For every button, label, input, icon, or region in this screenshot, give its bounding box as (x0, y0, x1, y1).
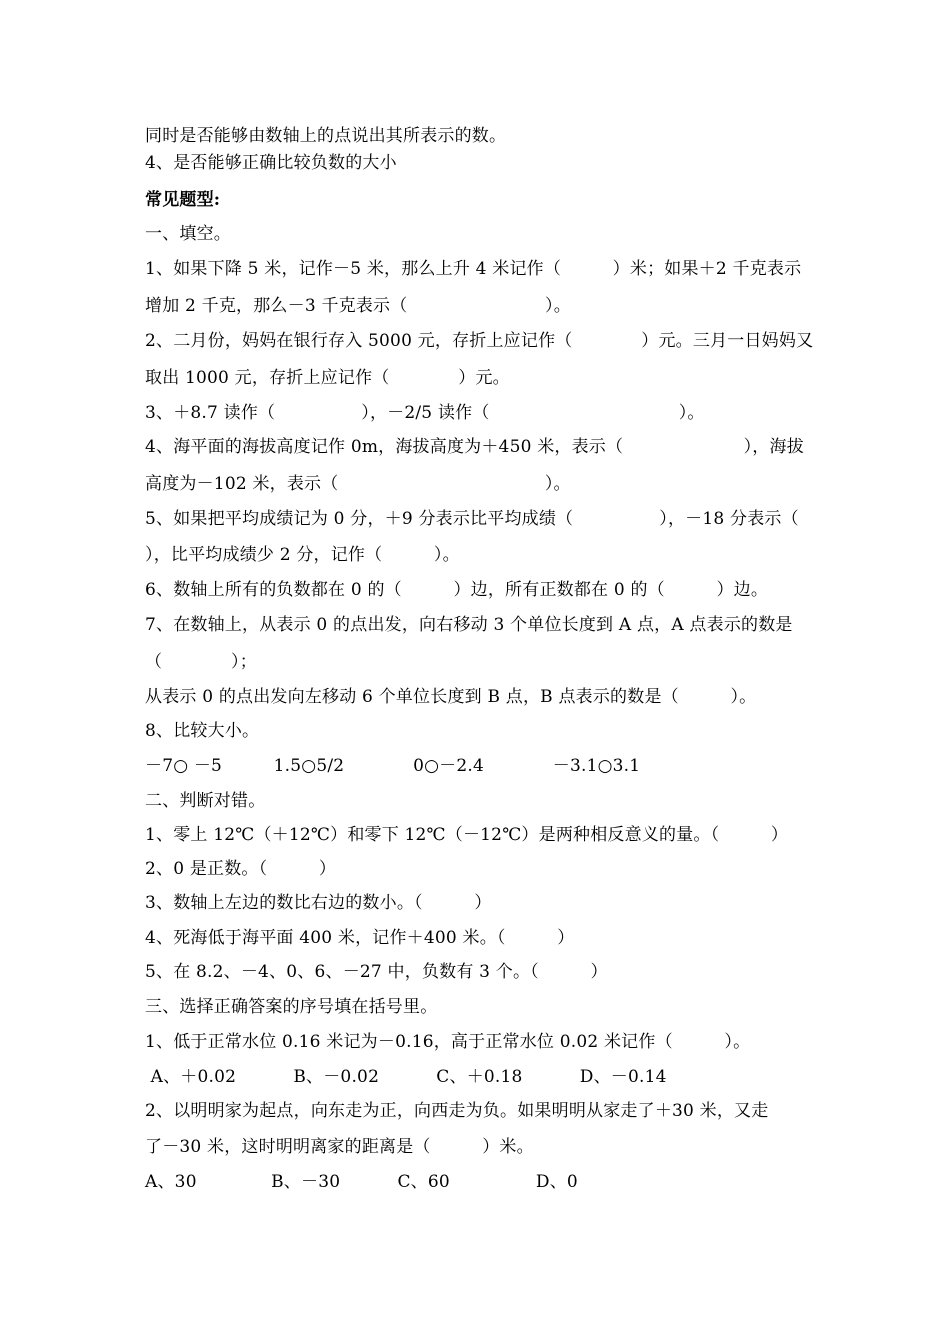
question-line: 7、在数轴上，从表示 0 的点出发，向右移动 3 个单位长度到 A 点，A 点表示的数是 (145, 615, 793, 635)
text-line: 4、是否能够正确比较负数的大小 (145, 153, 397, 173)
question-line: 1、如果下降 5 米，记作－5 米，那么上升 4 米记作（ ）米；如果＋2 千克表示 (145, 259, 802, 279)
question-line: ），比平均成绩少 2 分，记作（ ）。 (145, 545, 460, 565)
text-line: 同时是否能够由数轴上的点说出其所表示的数。 (145, 126, 507, 146)
question-line: 6、数轴上所有的负数都在 0 的（ ）边，所有正数都在 0 的（ ）边。 (145, 580, 769, 600)
section-heading: 一、填空。 (145, 224, 231, 244)
question-line: （ ）； (145, 652, 257, 672)
question-line: 从表示 0 的点出发向左移动 6 个单位长度到 B 点，B 点表示的数是（ ）。 (145, 687, 757, 707)
question-line: 3、数轴上左边的数比右边的数小。（ ） (145, 893, 492, 913)
answer-options: A、30 B、－30 C、60 D、0 (145, 1172, 578, 1192)
question-line: 1、零上 12℃（＋12℃）和零下 12℃（－12℃）是两种相反意义的量。（ ） (145, 825, 789, 845)
question-line: 4、海平面的海拔高度记作 0m，海拔高度为＋450 米，表示（ ），海拔 (145, 437, 804, 457)
question-line: －7○ －5 1.5○5/2 0○－2.4 －3.1○3.1 (145, 756, 641, 776)
question-line: 1、低于正常水位 0.16 米记为－0.16，高于正常水位 0.02 米记作（ ）。 (145, 1032, 751, 1052)
question-line: 5、在 8.2、－4、0、6、－27 中，负数有 3 个。（ ） (145, 962, 608, 982)
question-line: 了－30 米，这时明明离家的距离是（ ）米。 (145, 1137, 534, 1157)
question-line: 2、以明明家为起点，向东走为正，向西走为负。如果明明从家走了＋30 米，又走 (145, 1101, 769, 1121)
question-line: 取出 1000 元，存折上应记作（ ）元。 (145, 368, 510, 388)
question-line: 增加 2 千克，那么－3 千克表示（ ）。 (145, 296, 571, 316)
question-line: 3、＋8.7 读作（ ），－2/5 读作（ ）。 (145, 403, 705, 423)
question-line: 5、如果把平均成绩记为 0 分，＋9 分表示比平均成绩（ ），－18 分表示（ (145, 509, 799, 529)
question-line: 2、0 是正数。（ ） (145, 859, 337, 879)
question-line: 4、死海低于海平面 400 米，记作＋400 米。（ ） (145, 928, 575, 948)
section-heading: 二、判断对错。 (145, 791, 266, 811)
question-line: 2、二月份，妈妈在银行存入 5000 元，存折上应记作（ ）元。三月一日妈妈又 (145, 331, 814, 351)
answer-options: A、＋0.02 B、－0.02 C、＋0.18 D、－0.14 (145, 1067, 667, 1087)
section-heading: 常见题型: (145, 190, 221, 210)
question-line: 高度为－102 米，表示（ ）。 (145, 474, 571, 494)
section-heading: 三、选择正确答案的序号填在括号里。 (145, 997, 438, 1017)
question-line: 8、比较大小。 (145, 721, 260, 741)
